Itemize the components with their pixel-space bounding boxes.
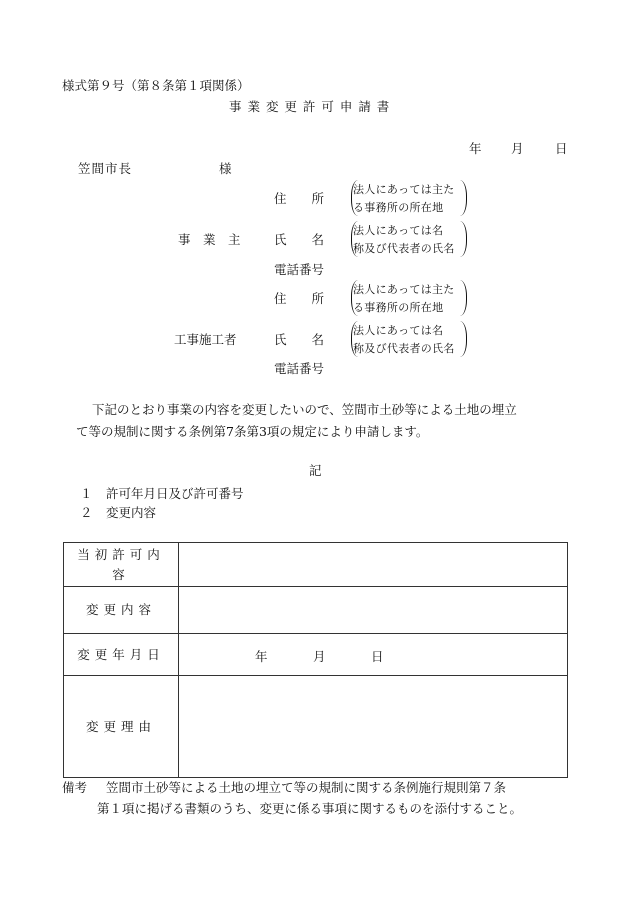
contractor-name-note-bracket [351,321,467,357]
initial-permit-value[interactable] [179,543,568,587]
applicant-role: 事 業 主 [178,232,241,247]
contractor-role: 工事施工者 [174,332,237,347]
contractor-name-note-line1: 法人にあっては名 [353,324,444,337]
table-row [64,543,568,587]
applicant-name-note-bracket [351,221,467,257]
item-2-text: 変更内容 [106,505,157,520]
change-content-label: 変更内容 [85,602,156,617]
item-1-text: 許可年月日及び許可番号 [106,486,244,501]
applicant-name-note-line2: 称及び代表者の氏名 [353,242,455,255]
contractor-name-label: 氏 名 [274,332,325,347]
contractor-address-note-bracket [351,280,467,316]
addressee-name: 笠間市長 [78,161,133,176]
change-date-label: 変更年月日 [77,646,165,662]
applicant-name-note-line1: 法人にあっては名 [353,224,444,237]
row-label [64,587,179,634]
contractor-address-label: 住 所 [274,291,325,306]
table-row [64,676,568,778]
contractor-address-note-line1: 法人にあっては主た [353,283,455,296]
form-number: 様式第９号（第８条第１項関係） [62,78,250,93]
item-2-number: ２ [80,505,93,520]
change-reason-label: 変更理由 [85,718,156,734]
row-label [64,676,179,778]
contractor-name-note-line2: 称及び代表者の氏名 [353,342,455,355]
change-reason-value[interactable] [179,676,568,778]
body-text-line2: て等の規制に関する条例第7条第3項の規定により申請します。 [76,424,429,439]
change-date-day: 日 [371,648,384,664]
item-1-number: １ [80,486,93,501]
remarks-line2: 第１項に掲げる書類のうち、変更に係る事項に関するものを添付すること。 [97,801,523,816]
change-date-value[interactable] [179,634,568,676]
date-year: 年 [469,141,482,156]
applicant-address-note-line1: 法人にあっては主た [353,183,455,196]
remarks-line1: 笠間市土砂等による土地の埋立て等の規制に関する条例施行規則第７条 [106,780,507,795]
row-label [64,543,179,587]
ki-heading: 記 [309,463,322,478]
addressee-honorific: 様 [219,161,232,176]
remarks-label: 備考 [62,780,88,795]
contractor-address-note-line2: る事務所の所在地 [353,301,444,314]
row-label [64,634,179,676]
body-text-line1: 下記のとおり事業の内容を変更したいので、笠間市土砂等による土地の埋立 [92,402,517,417]
change-date-year: 年 [255,648,268,664]
applicant-name-label: 氏 名 [274,232,325,247]
initial-permit-label: 当初許可内容 [77,546,165,582]
date-day: 日 [555,141,568,156]
applicant-address-note-line2: る事務所の所在地 [353,201,444,214]
applicant-address-label: 住 所 [274,191,325,206]
table-row [64,587,568,634]
applicant-address-note-bracket [351,180,467,216]
change-table [63,542,568,778]
contractor-phone-label: 電話番号 [274,361,325,376]
form-title: 事 業 変 更 許 可 申 請 書 [229,99,391,114]
change-date-month: 月 [313,648,326,664]
date-month: 月 [511,141,524,156]
change-content-value[interactable] [179,587,568,634]
table-row [64,634,568,676]
applicant-phone-label: 電話番号 [274,262,325,277]
